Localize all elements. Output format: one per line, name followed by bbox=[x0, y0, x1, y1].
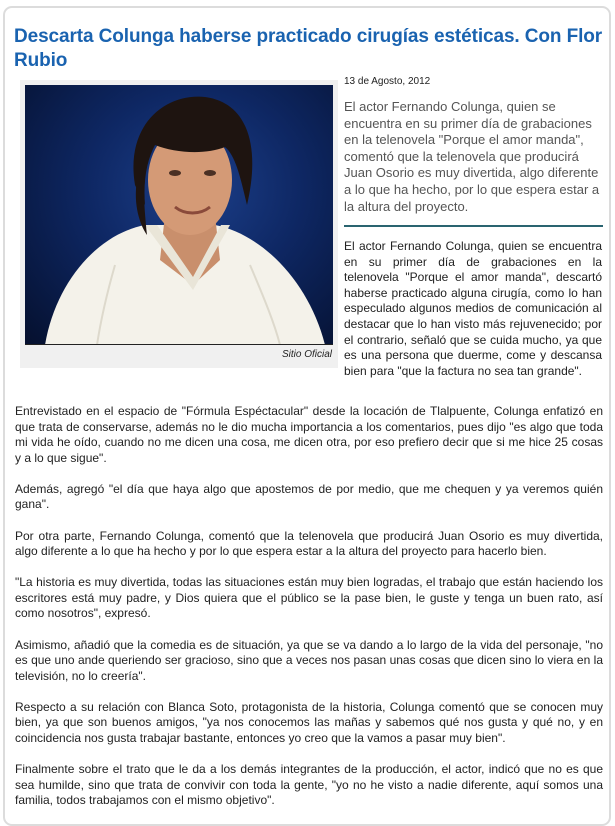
article-paragraph: Entrevistado en el espacio de "Fórmula Espéctacular" desde la locación de Tlalpuente, Colunga enfatizó en que trata de conservarse, además no le dio mucha importancia a los comentarios, pues dijo "es algo que toda mi vida he oído, cuando no me dicen una cosa, me dicen otra, por eso prefiero decir que si me hice 25 cosas y a lo que sigue". bbox=[15, 404, 603, 465]
lead-divider bbox=[344, 225, 603, 227]
article-paragraph: El actor Fernando Colunga, quien se encuentra en su primer día de grabaciones en la telenovela "Porque el amor manda", descartó haberse practicado alguna cirugía, como lo han especulado algunos medios de comunicación al destacar que lo han visto más rejuvenecido; por el contrario, señaló que se cuida mucho, ya que es una persona que duerme, come y descansa bien para "que la factura no sea tan grande". bbox=[344, 239, 602, 378]
article-paragraph: Asimismo, añadió que la comedia es de situación, ya que se va dando a lo largo de la vida del personaje, "no es que uno ande queriendo ser gracioso, sino que a veces nos pasan unas cosas que dicen sino lo viera en la televisión, no lo creería". bbox=[15, 637, 603, 683]
article-lead: El actor Fernando Colunga, quien se encuentra en su primer día de grabaciones en la telenovela "Porque el amor manda", comentó que la telenovela que producirá Juan Osorio es muy divertida, algo diferente a lo que ha hecho, por lo que espera estar a la altura del proyecto. bbox=[344, 99, 600, 214]
article-paragraph: "La historia es muy divertida, todas las situaciones están muy bien logradas, el trabajo que están haciendo los escritores está muy padre, y Dios quiera que el público se la pase bien, le guste y tenga un buen rato, así como nosotros", expresó. bbox=[15, 575, 603, 621]
article-paragraph: Finalmente sobre el trato que le da a los demás integrantes de la producción, el actor, indicó que no es que sea humilde, sino que trata de convivir con toda la gente, "yo no he visto a nadie diferente, aquí somos una familia, todos trabajamos con el mismo objetivo". bbox=[15, 762, 603, 808]
article-date: 13 de Agosto, 2012 bbox=[344, 76, 431, 87]
article-body bbox=[15, 404, 603, 824]
article-paragraph: Por otra parte, Fernando Colunga, comentó que la telenovela que producirá Juan Osorio es muy divertida, algo diferente a lo que ha hecho y por lo que espera estar a la altura del proyecto para hacerlo bien. bbox=[15, 528, 603, 559]
photo-caption: Sitio Oficial bbox=[281, 349, 332, 360]
article-paragraph: Respecto a su relación con Blanca Soto, protagonista de la historia, Colunga comentó que se conocen muy bien, ya que son buenos amigos, "ya nos conocemos las mañas y sabemos qué nos gusta y qué no, y en coincidencia nos gusta trabajar bastante, entonces yo creo que la vamos a pasar muy bien". bbox=[15, 699, 603, 745]
article-title: Descarta Colunga haberse practicado cirugías estéticas. Con Flor Rubio bbox=[14, 26, 603, 71]
portrait-illustration bbox=[25, 85, 333, 345]
article-photo bbox=[25, 85, 333, 345]
photo-box bbox=[20, 80, 338, 368]
article-paragraph: Además, agregó "el día que haya algo que apostemos de por medio, que me chequen y ya veremos quién gana". bbox=[15, 481, 603, 512]
